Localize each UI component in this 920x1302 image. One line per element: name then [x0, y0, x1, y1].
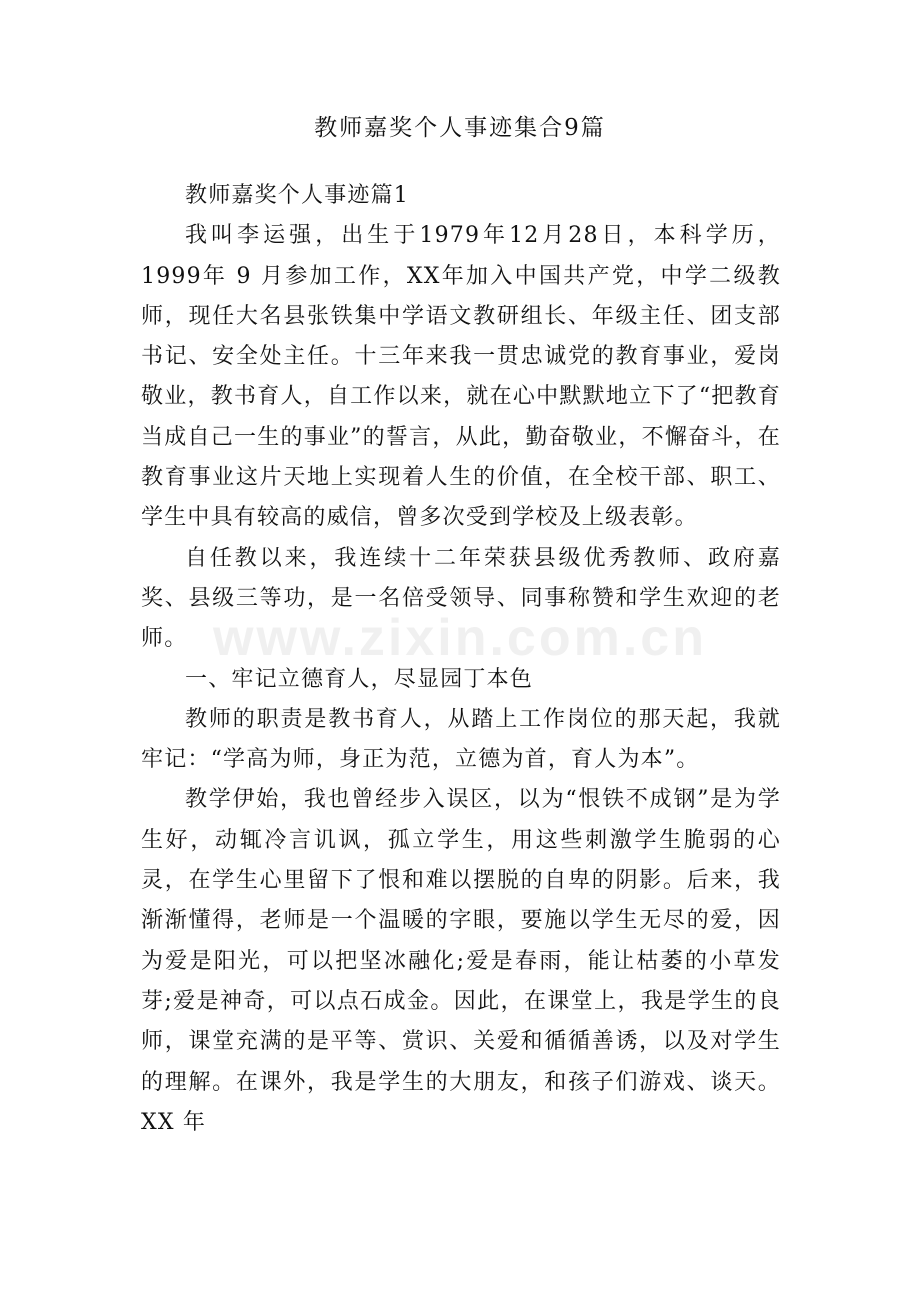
watermark: www.zixin.com.cn: [213, 609, 707, 667]
section-heading: 教师嘉奖个人事迹篇1: [185, 183, 409, 208]
body-paragraph: 我叫李运强，出生于1979年12月28日，本科学历，1999年 9 月参加工作，XX年加入中国共产党，中学二级教师，现任大名县张铁集中学语文教研组长、年级主任、团支部书记、安全处主任。十三年来我一贯忠诚党的教育事业，爱岗敬业，教书育人，自工作以来，就在心中默默地立下了“把教育当成自己一生的事业”的誓言，从此，勤奋敬业，不懈奋斗，在教育事业这片天地上实现着人生的价值，在全校干部、职工、学生中具有较高的威信，曾多次受到学校及上级表彰。: [141, 223, 781, 531]
body-paragraph: 自任教以来，我连续十二年荣获县级优秀教师、政府嘉奖、县级三等功，是一名倍受领导、同事称赞和学生欢迎的老师。: [141, 545, 781, 652]
body-paragraph: 教师的职责是教书育人，从踏上工作岗位的那天起，我就牢记：“学高为师，身正为范，立德为首，育人为本”。: [141, 706, 781, 773]
body-paragraph: 教学伊始，我也曾经步入误区，以为“恨铁不成钢”是为学生好，动辄冷言讥讽，孤立学生，用这些刺激学生脆弱的心灵，在学生心里留下了恨和难以摆脱的自卑的阴影。后来，我渐渐懂得，老师是一个温暖的字眼，要施以学生无尽的爱，因为爱是阳光，可以把坚冰融化;爱是春雨，能让枯萎的小草发芽;爱是神奇，可以点石成金。因此，在课堂上，我是学生的良师，课堂充满的是平等、赏识、关爱和循循善诱，以及对学生的理解。在课外，我是学生的大朋友，和孩子们游戏、谈天。XX 年: [141, 787, 781, 1135]
section-subheading: 一、牢记立德育人，尽显园丁本色: [185, 666, 534, 692]
document-body: [141, 176, 781, 1143]
document-title: 教师嘉奖个人事迹集合9篇: [314, 115, 606, 141]
